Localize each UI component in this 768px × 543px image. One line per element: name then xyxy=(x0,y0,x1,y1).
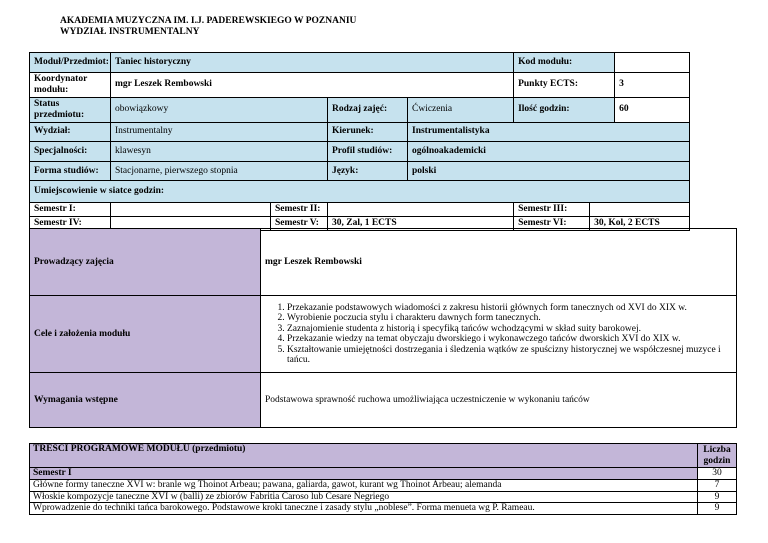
wydzial-value: Instrumentalny xyxy=(111,122,328,142)
sem6-label: Semestr VI: xyxy=(514,217,590,231)
sem5-label: Semestr V: xyxy=(271,217,328,231)
status-label: Status przedmiotu: xyxy=(30,97,111,122)
module-details-table xyxy=(29,228,737,428)
cele-item: 2. Wyrobienie poczucia stylu i charakteru dawnych form tanecznych. xyxy=(287,313,732,324)
sem2-value xyxy=(328,203,514,217)
hours-header-line1: Liczba xyxy=(703,444,731,455)
hours-header xyxy=(698,444,737,468)
sem4-label: Semestr IV: xyxy=(30,217,111,231)
rodzaj-value: Ćwiczenia xyxy=(408,97,514,122)
wymagania-label: Wymagania wstępne xyxy=(30,373,261,428)
program-content-table xyxy=(29,443,737,515)
cele-item: 3. Zaznajomienie studenta z historią i specyfiką tańców wchodzącymi w skład suity barokowej. xyxy=(287,324,732,335)
topic-hours: 9 xyxy=(698,491,737,503)
sem6-value: 30, Kol, 2 ECTS xyxy=(590,217,690,231)
kod-label: Kod modułu: xyxy=(514,53,615,73)
spec-label: Specjalności: xyxy=(30,142,111,162)
tresci-header: TREŚCI PROGRAMOWE MODUŁU (przedmiotu) xyxy=(30,444,698,468)
forma-value: Stacjonarne, pierwszego stopnia xyxy=(111,161,328,181)
modul-value: Taniec historyczny xyxy=(111,53,514,73)
wymagania-value: Podstawowa sprawność ruchowa umożliwiająca uczestniczenie w wykonaniu tańców xyxy=(261,373,737,428)
cele-list-cell xyxy=(261,296,737,373)
academy-name: AKADEMIA MUZYCZNA IM. I.J. PADEREWSKIEGO W POZNANIU xyxy=(60,16,357,26)
profil-label: Profil studiów: xyxy=(328,142,408,162)
koord-label: Koordynator modułu: xyxy=(30,72,111,97)
jezyk-label: Język: xyxy=(328,161,408,181)
status-value: obowiązkowy xyxy=(111,97,328,122)
koord-value: mgr Leszek Rembowski xyxy=(111,72,514,97)
kierunek-label: Kierunek: xyxy=(328,122,408,142)
cele-item: 1. Przekazanie podstawowych wiadomości z zakresu historii głównych form tanecznych od XVI do XIX w. xyxy=(287,303,732,314)
prowadzacy-label: Prowadzący zajęcia xyxy=(30,229,261,296)
cele-item: 4. Przekazanie wiedzy na temat obyczaju dworskiego i wykonawczego tańców dworskich XVI do XIX w. xyxy=(287,334,732,345)
faculty-name: WYDZIAŁ INSTRUMENTALNY xyxy=(60,27,200,37)
prowadzacy-value: mgr Leszek Rembowski xyxy=(261,229,737,296)
profil-value: ogólnoakademicki xyxy=(408,142,690,162)
sem1-label: Semestr I: xyxy=(30,203,111,217)
cele-list xyxy=(287,303,732,366)
kod-value xyxy=(615,53,690,73)
table-row xyxy=(30,491,737,503)
table-row xyxy=(30,503,737,515)
sem2-label: Semestr II: xyxy=(271,203,328,217)
topic-hours: 7 xyxy=(698,480,737,492)
topic-text: Główne formy taneczne XVI w: branle wg Thoinot Arbeau; pawana, galiarda, gawot, kurant wg Thoinot Arbeau; alemanda xyxy=(30,480,698,492)
topic-text: Wprowadzenie do techniki tańca barokowego. Podstawowe kroki taneczne i zasady stylu „noblese”. Forma menueta wg P. Rameau. xyxy=(30,503,698,515)
modul-label: Moduł/Przedmiot: xyxy=(30,53,111,73)
cele-item: 5. Kształtowanie umiejętności dostrzegania i śledzenia wątków ze spuścizny historycznej we współczesnej muzyce i tańcu. xyxy=(287,345,732,366)
semester-label: Semestr I xyxy=(30,468,698,480)
siatka-label: Umiejscowienie w siatce godzin: xyxy=(30,181,690,203)
ects-label: Punkty ECTS: xyxy=(514,72,615,97)
wydzial-label: Wydział: xyxy=(30,122,111,142)
sem3-value xyxy=(590,203,690,217)
jezyk-value: polski xyxy=(408,161,690,181)
hours-header-line2: godzin xyxy=(703,455,731,466)
semester-hours: 30 xyxy=(698,468,737,480)
table-row xyxy=(30,480,737,492)
module-info-table xyxy=(29,52,690,231)
topic-hours: 9 xyxy=(698,503,737,515)
forma-label: Forma studiów: xyxy=(30,161,111,181)
ects-value: 3 xyxy=(615,72,690,97)
rodzaj-label: Rodzaj zajęć: xyxy=(328,97,408,122)
cele-label: Cele i założenia modułu xyxy=(30,296,261,373)
godzin-value: 60 xyxy=(615,97,690,122)
sem1-value xyxy=(111,203,271,217)
sem5-value: 30, Zal, 1 ECTS xyxy=(328,217,514,231)
godzin-label: Ilość godzin: xyxy=(514,97,615,122)
spec-value: klawesyn xyxy=(111,142,328,162)
topic-text: Włoskie kompozycje taneczne XVI w (balli) ze zbiorów Fabritia Caroso lub Cesare Negriego xyxy=(30,491,698,503)
kierunek-value: Instrumentalistyka xyxy=(408,122,690,142)
document-header xyxy=(60,16,356,38)
sem3-label: Semestr III: xyxy=(514,203,590,217)
